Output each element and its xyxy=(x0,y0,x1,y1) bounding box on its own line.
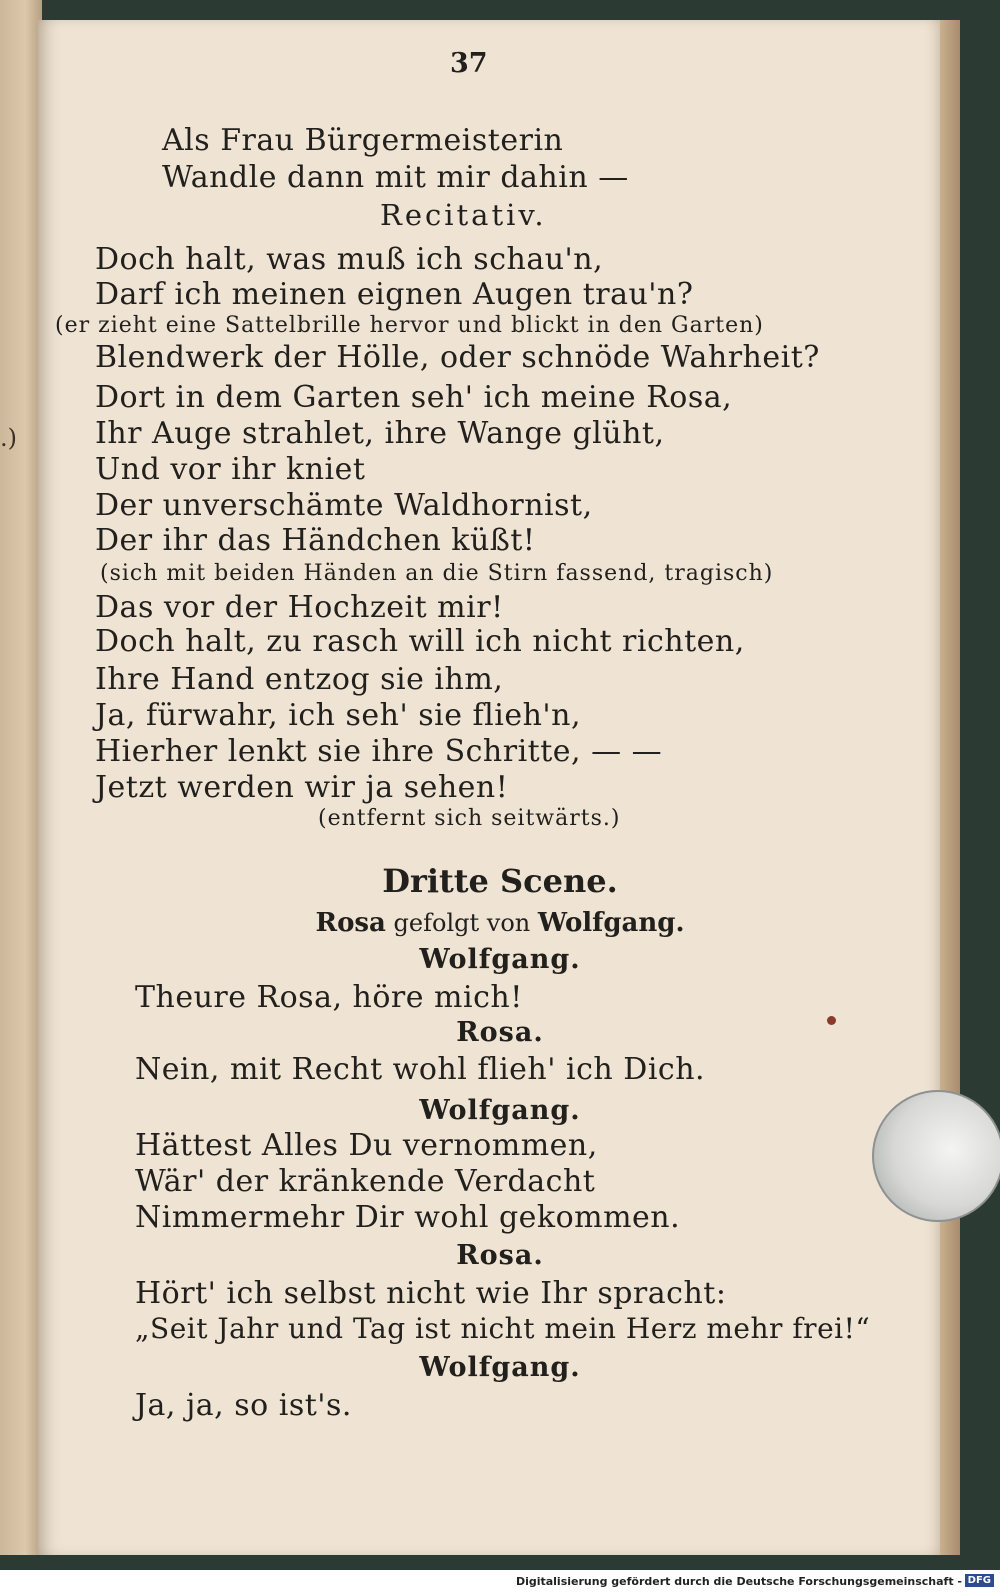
page-stack-edge xyxy=(940,20,960,1555)
facing-page-edge xyxy=(0,0,42,1555)
verse-line: Dort in dem Garten seh' ich meine Rosa, xyxy=(95,380,733,415)
dfg-logo: DFG xyxy=(965,1574,994,1587)
verse-line: Ihr Auge strahlet, ihre Wange glüht, xyxy=(95,416,665,451)
speaker-label: Wolfgang. xyxy=(419,1095,581,1126)
verse-line: Darf ich meinen eignen Augen trau'n? xyxy=(95,277,694,312)
dialogue-line: Hättest Alles Du vernommen, xyxy=(135,1128,598,1163)
dialogue-line: Hört' ich selbst nicht wie Ihr spracht: xyxy=(135,1276,727,1311)
character-name: Wolfgang. xyxy=(537,908,685,938)
verse-line: Der unverschämte Waldhornist, xyxy=(95,488,593,523)
speaker-label: Rosa. xyxy=(456,1017,544,1048)
facing-page-fragment: .) xyxy=(0,424,17,452)
character-name: Rosa xyxy=(315,908,386,938)
dialogue-line: Wär' der kränkende Verdacht xyxy=(135,1164,596,1199)
scene-title: Dritte Scene. xyxy=(382,862,618,900)
dialogue-line: Nimmermehr Dir wohl gekommen. xyxy=(135,1200,681,1235)
funding-note: Digitalisierung gefördert durch die Deutsche Forschungsgemeinschaft - xyxy=(515,1575,962,1588)
verse-line: Blendwerk der Hölle, oder schnöde Wahrheit? xyxy=(95,340,820,375)
speaker-label: Wolfgang. xyxy=(419,1352,581,1383)
verse-line: Und vor ihr kniet xyxy=(95,452,366,487)
verse-line: Der ihr das Händchen küßt! xyxy=(95,523,536,558)
scene-direction xyxy=(0,908,1000,938)
verse-line: Jetzt werden wir ja sehen! xyxy=(95,770,509,805)
stage-direction: (er zieht eine Sattelbrille hervor und blickt in den Garten) xyxy=(55,313,764,338)
verse-line: Als Frau Bürgermeisterin xyxy=(162,123,564,158)
recitativ-heading: Recitativ. xyxy=(380,198,547,232)
verse-line: Ja, fürwahr, ich seh' sie flieh'n, xyxy=(95,698,582,733)
footer-bar xyxy=(0,1570,1000,1596)
direction-connector: gefolgt von xyxy=(393,909,531,937)
verse-line: Doch halt, was muß ich schau'n, xyxy=(95,242,604,277)
stage-direction: (entfernt sich seitwärts.) xyxy=(318,806,621,831)
speaker-label: Wolfgang. xyxy=(419,944,581,975)
verse-line: Das vor der Hochzeit mir! xyxy=(95,590,504,625)
page-number: 37 xyxy=(450,48,488,79)
dialogue-line: Theure Rosa, höre mich! xyxy=(135,980,523,1015)
dialogue-line: Nein, mit Recht wohl flieh' ich Dich. xyxy=(135,1052,706,1087)
verse-line: Hierher lenkt sie ihre Schritte, — — xyxy=(95,734,663,769)
stage-direction: (sich mit beiden Händen an die Stirn fassend, tragisch) xyxy=(100,561,774,586)
verse-line: Ihre Hand entzog sie ihm, xyxy=(95,662,504,697)
speaker-label: Rosa. xyxy=(456,1240,544,1271)
verse-line: Wandle dann mit mir dahin — xyxy=(162,160,629,195)
verse-line: Doch halt, zu rasch will ich nicht richten, xyxy=(95,624,745,659)
dialogue-line: Ja, ja, so ist's. xyxy=(135,1388,352,1423)
dialogue-line: „Seit Jahr und Tag ist nicht mein Herz mehr frei!“ xyxy=(135,1312,871,1345)
